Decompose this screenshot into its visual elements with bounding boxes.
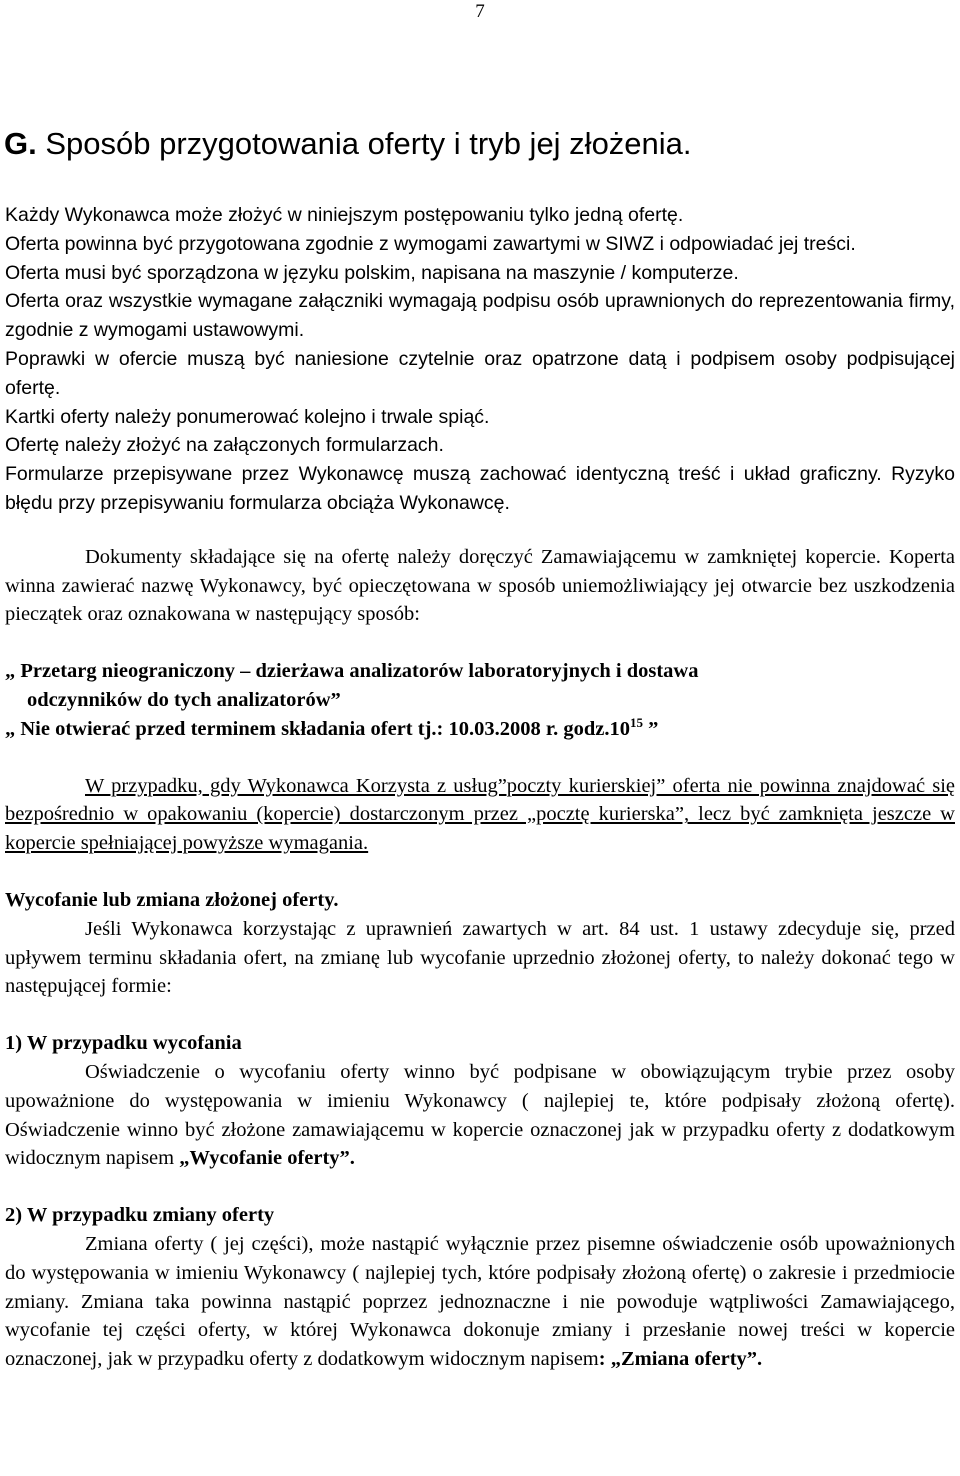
courier-delivery-note: W przypadku, gdy Wykonawca Korzysta z usług”poczty kurierskiej” oferta nie powinna znajdować się bezpośrednio w opakowaniu (kopercie) dostarczonym przez „pocztę kurierska”, lecz być zamknięta jeszcze w kopercie spełniającej powyższe wymagania. <box>5 774 955 855</box>
change-case-text <box>5 1230 955 1374</box>
document-body <box>5 201 955 1374</box>
envelope-label-line-3 <box>5 715 955 744</box>
rule-page-numbering: Kartki oferty należy ponumerować kolejno i trwale spiąć. <box>5 405 490 428</box>
envelope-label-line-1: „ Przetarg nieograniczony – dzierżawa analizatorów laboratoryjnych i dostawa <box>5 660 699 683</box>
withdrawal-case-text <box>5 1058 955 1173</box>
change-label: : „Zmiana oferty”. <box>598 1348 763 1371</box>
withdrawal-label: „Wycofanie oferty”. <box>179 1147 355 1170</box>
spacer <box>5 744 955 772</box>
rule-siwz-compliance: Oferta powinna być przygotowana zgodnie z wymogami zawartymi w SIWZ i odpowiadać jej treści. <box>5 232 856 255</box>
section-letter: G. <box>4 126 37 161</box>
withdrawal-case-heading: 1) W przypadku wycofania <box>5 1032 242 1055</box>
spacer <box>5 518 955 543</box>
rule-single-offer: Każdy Wykonawca może złożyć w niniejszym postępowaniu tylko jedną ofertę. <box>5 204 684 226</box>
rule-language: Oferta musi być sporządzona w języku polskim, napisana na maszynie / komputerze. <box>5 261 739 284</box>
withdrawal-intro: Jeśli Wykonawca korzystając z uprawnień zawartych w art. 84 ust. 1 ustawy zdecyduje się, przed upływem terminu składania ofert, na zmianę lub wycofanie uprzednio złożonej oferty, to należy dokonać tego w następującej formie: <box>5 917 955 998</box>
spacer <box>5 629 955 657</box>
rule-form-copying: Formularze przepisywane przez Wykonawcę muszą zachować identyczną treść i układ graficzny. Ryzyko błędu przy przepisywaniu formularza obciąża Wykonawcę. <box>5 463 955 514</box>
change-statement: Zmiana oferty ( jej części), może nastąpić wyłącznie przez pisemne oświadczenie osób upoważnionych do występowania w imieniu Wykonawcy ( najlepiej tych, które podpisały złożoną ofertę) o zakresie i przedmiocie zmiany. Zmiana taka powinna nastąpić poprzez jednoznaczne i nie powoduje wątpliwości Zamawiającego, wycofanie tej części oferty, w której Wykonawca dokonuje zmiany i przesłanie nowej treści w kopercie oznaczonej, jak w przypadku oferty z dodatkowym widocznym napisem <box>5 1232 955 1371</box>
envelope-label-line-2: odczynników do tych analizatorów” <box>27 688 341 711</box>
withdrawal-statement: Oświadczenie o wycofaniu oferty winno być podpisane w obowiązującym trybie przez osoby upoważnione do występowania w imieniu Wykonawcy ( najlepiej te, które podpisały złożoną ofertę). Oświadczenie winno być złożone zamawiającemu w kopercie oznaczonej jak w przypadku oferty z dodatkowym widocznym napisem <box>5 1060 955 1170</box>
rule-signatures: Oferta oraz wszystkie wymagane załączniki wymagają podpisu osób uprawnionych do reprezentowania firmy, zgodnie z wymogami ustawowymi. <box>5 290 955 342</box>
change-case-heading: 2) W przypadku zmiany oferty <box>5 1204 275 1227</box>
page-number: 7 <box>475 1 485 22</box>
spacer <box>5 858 955 886</box>
envelope-instructions: Dokumenty składające się na ofertę należy doręczyć Zamawiającemu w zamkniętej kopercie. Koperta winna zawierać nazwę Wykonawcy, być opieczętowana w sposób uniemożliwiający jej otwarcie bez uszkodzenia pieczątek oraz oznakowana w następujący sposób: <box>5 545 955 626</box>
envelope-closing-quote: ” <box>642 717 659 740</box>
spacer <box>5 1173 955 1201</box>
spacer <box>5 1001 955 1029</box>
withdrawal-heading: Wycofanie lub zmiana złożonej oferty. <box>5 888 339 911</box>
rule-forms: Ofertę należy złożyć na załączonych formularzach. <box>5 434 444 457</box>
envelope-deadline-text: „ Nie otwierać przed terminem składania ofert tj.: 10.03.2008 r. godz.10 <box>5 717 630 740</box>
section-heading <box>4 124 692 164</box>
rule-corrections: Poprawki w ofercie muszą być naniesione czytelnie oraz opatrzone datą i podpisem osoby podpisującej ofertę. <box>5 347 955 399</box>
section-title: Sposób przygotowania oferty i tryb jej złożenia. <box>45 126 692 161</box>
envelope-deadline-minutes: 15 <box>629 714 643 730</box>
